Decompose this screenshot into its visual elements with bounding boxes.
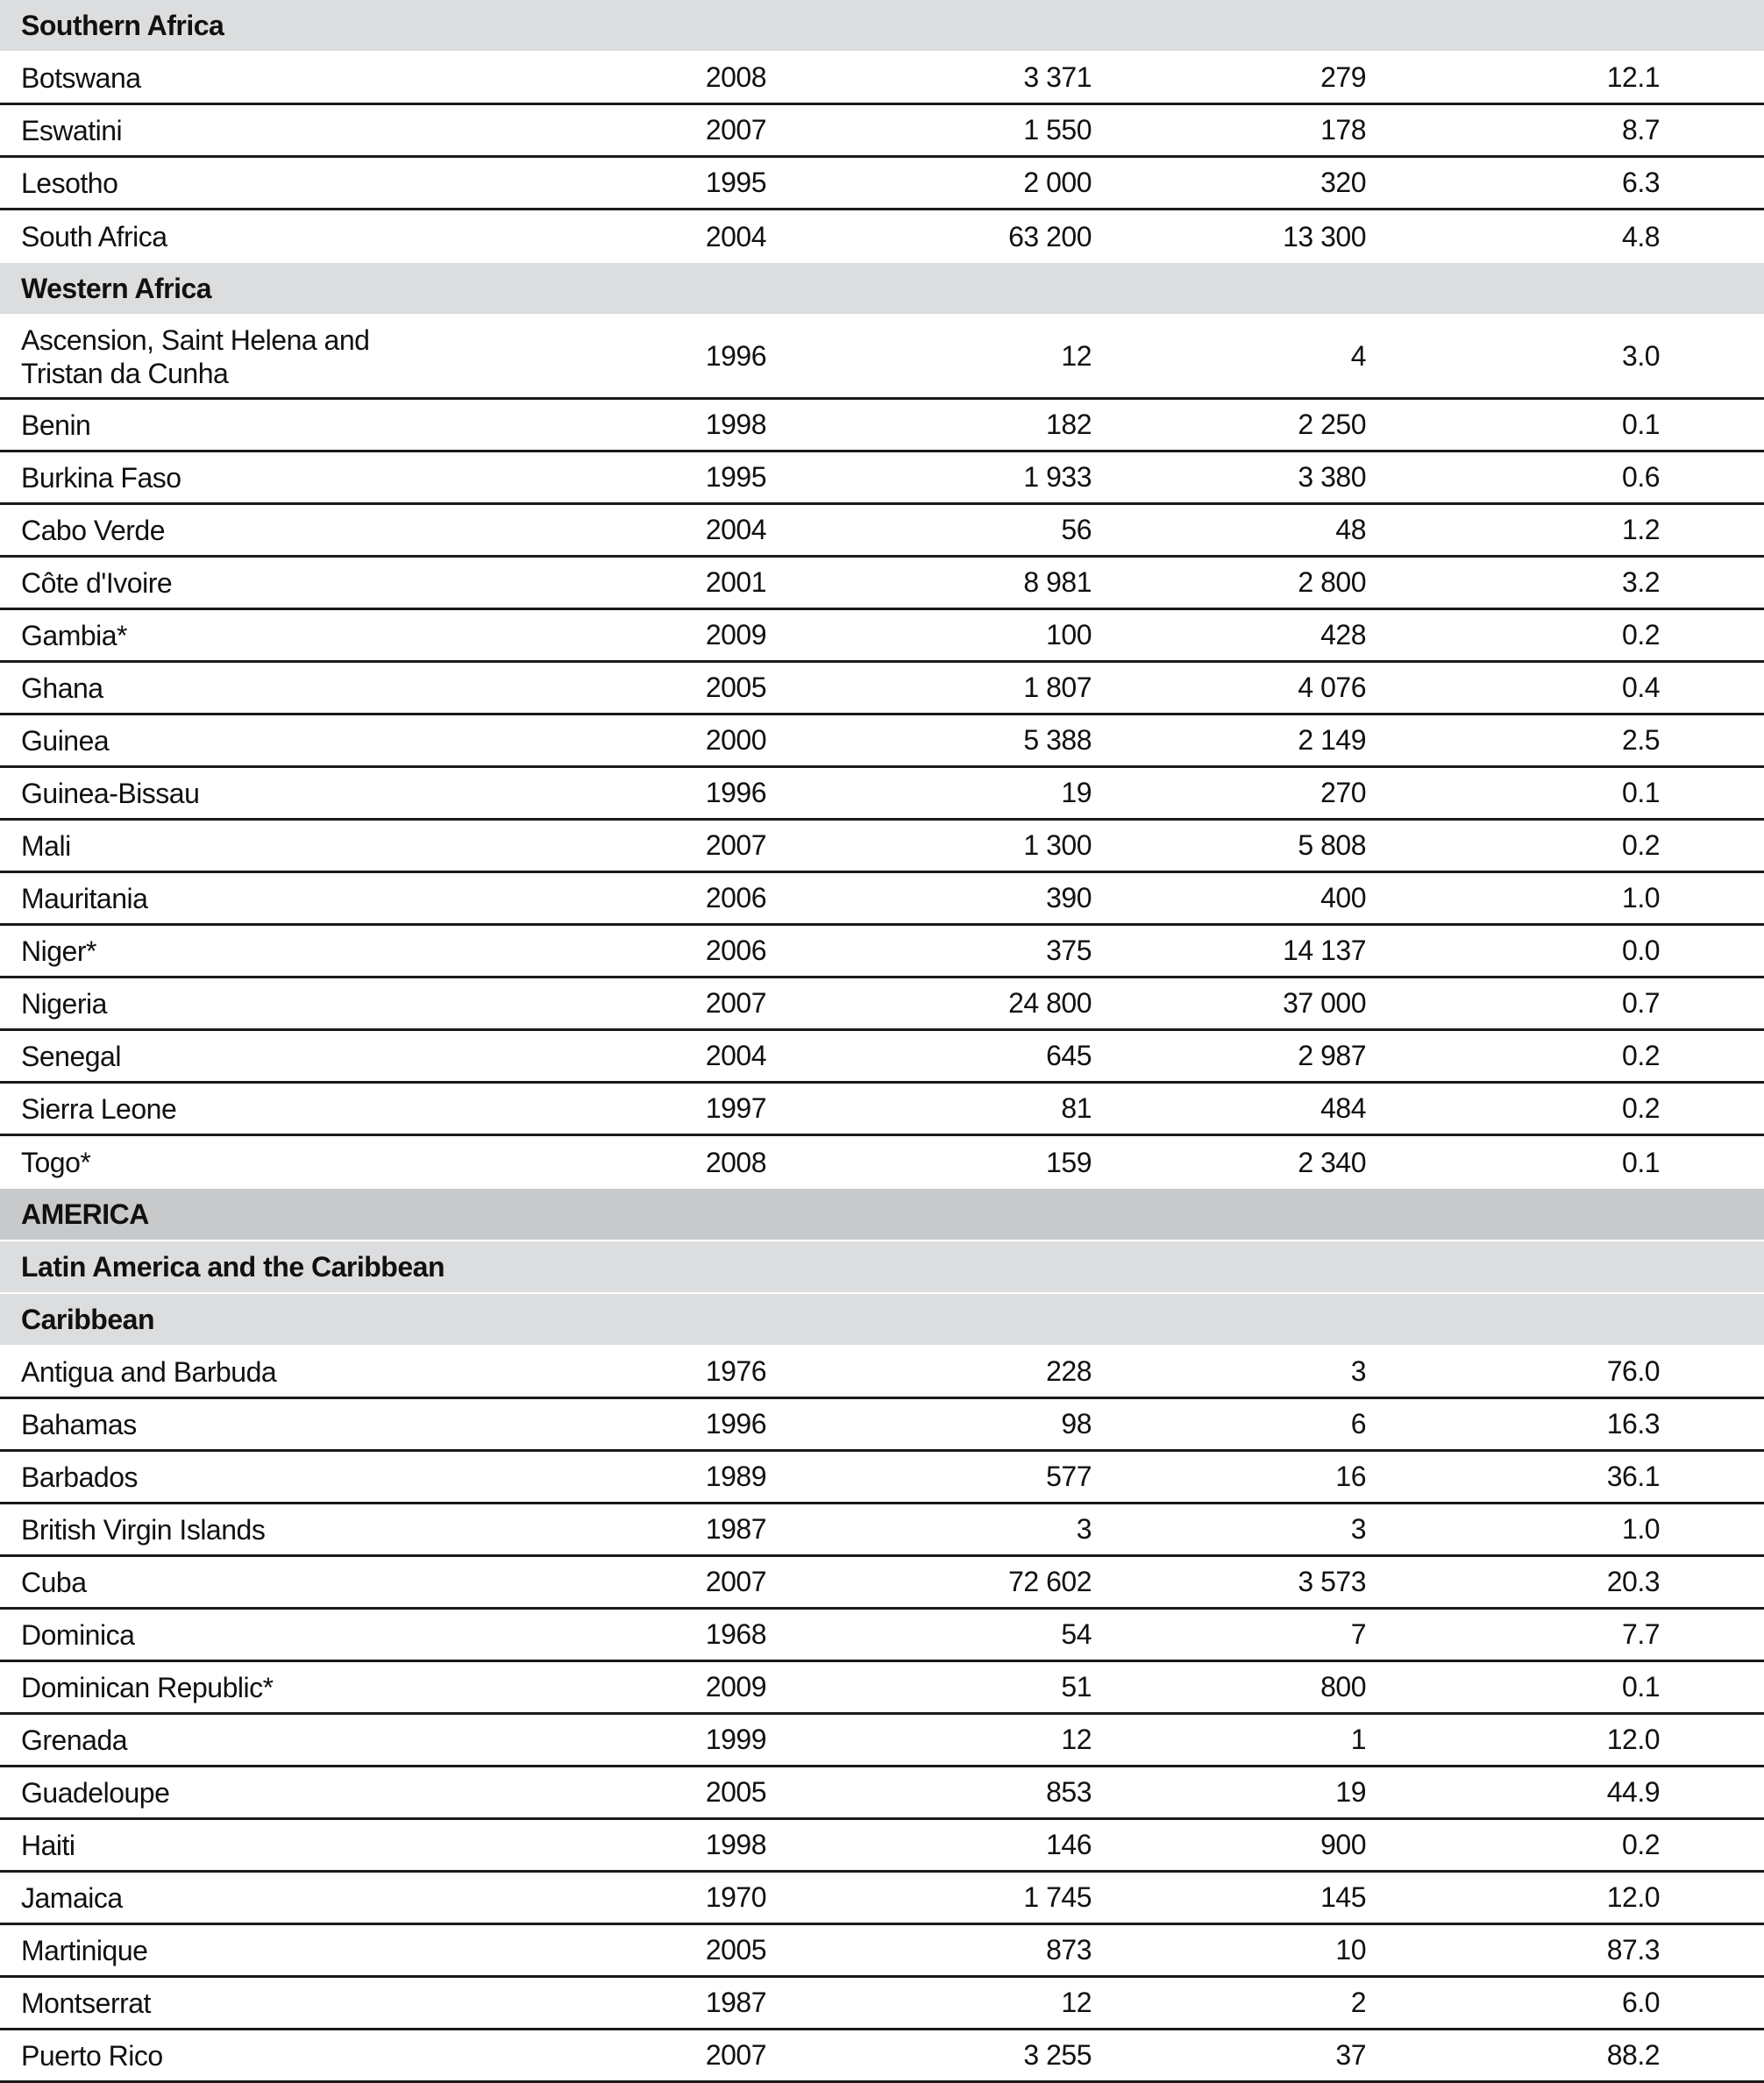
country-name: British Virgin Islands <box>21 1513 266 1546</box>
year-cell: 2007 <box>705 1566 766 1597</box>
table-row <box>0 821 1764 873</box>
value-a-cell: 390 <box>1046 882 1092 914</box>
country-name: Bahamas <box>21 1408 137 1440</box>
region-label: Western Africa <box>21 272 212 304</box>
year-cell: 1998 <box>705 409 766 440</box>
value-c-cell: 1.0 <box>1622 882 1660 914</box>
table-row <box>0 505 1764 558</box>
year-cell: 1996 <box>705 340 766 372</box>
country-name: Ghana <box>21 672 103 704</box>
country-name: Jamaica <box>21 1881 123 1914</box>
value-c-cell: 0.4 <box>1622 672 1660 703</box>
table-row <box>0 768 1764 821</box>
value-c-cell: 0.2 <box>1622 829 1660 861</box>
value-a-cell: 1 745 <box>1023 1881 1092 1913</box>
value-b-cell: 800 <box>1320 1671 1366 1703</box>
value-a-cell: 1 300 <box>1023 829 1092 861</box>
value-b-cell: 4 <box>1350 340 1366 372</box>
continent-header <box>0 1189 1764 1241</box>
value-c-cell: 0.2 <box>1622 1829 1660 1860</box>
country-name: Nigeria <box>21 987 107 1020</box>
country-name: Gambia* <box>21 619 127 651</box>
value-a-cell: 19 <box>1061 777 1092 808</box>
value-a-cell: 63 200 <box>1008 220 1092 252</box>
value-b-cell: 2 250 <box>1298 409 1366 440</box>
year-cell: 2009 <box>705 1671 766 1703</box>
value-b-cell: 3 380 <box>1298 461 1366 493</box>
region-label: Latin America and the Caribbean <box>21 1250 445 1283</box>
country-name: Grenada <box>21 1724 128 1756</box>
table-row <box>0 210 1764 263</box>
region-label: Southern Africa <box>21 9 224 41</box>
year-cell: 2009 <box>705 619 766 650</box>
value-c-cell: 2.5 <box>1622 724 1660 756</box>
value-c-cell: 0.6 <box>1622 461 1660 493</box>
year-cell: 1997 <box>705 1092 766 1124</box>
year-cell: 1987 <box>705 1513 766 1545</box>
value-b-cell: 3 <box>1350 1513 1366 1545</box>
country-name: Lesotho <box>21 167 118 199</box>
value-c-cell: 87.3 <box>1606 1934 1660 1966</box>
table-row <box>0 926 1764 978</box>
value-b-cell: 13 300 <box>1283 220 1366 252</box>
value-a-cell: 54 <box>1061 1618 1092 1650</box>
value-b-cell: 7 <box>1350 1618 1366 1650</box>
value-a-cell: 146 <box>1046 1829 1092 1860</box>
value-a-cell: 182 <box>1046 409 1092 440</box>
year-cell: 1976 <box>705 1355 766 1387</box>
value-b-cell: 2 <box>1350 1987 1366 2018</box>
table-row <box>0 1820 1764 1873</box>
value-c-cell: 20.3 <box>1606 1566 1660 1597</box>
value-a-cell: 2 000 <box>1023 167 1092 198</box>
value-a-cell: 1 550 <box>1023 114 1092 146</box>
value-c-cell: 76.0 <box>1606 1355 1660 1387</box>
value-c-cell: 0.2 <box>1622 1040 1660 1071</box>
value-b-cell: 270 <box>1320 777 1366 808</box>
value-c-cell: 0.2 <box>1622 619 1660 650</box>
table-row <box>0 1452 1764 1504</box>
value-b-cell: 19 <box>1335 1776 1366 1808</box>
year-cell: 2001 <box>705 566 766 598</box>
country-name: Guinea <box>21 724 110 757</box>
value-c-cell: 0.1 <box>1622 1146 1660 1178</box>
value-a-cell: 873 <box>1046 1934 1092 1966</box>
value-a-cell: 5 388 <box>1023 724 1092 756</box>
value-b-cell: 3 <box>1350 1355 1366 1387</box>
value-a-cell: 853 <box>1046 1776 1092 1808</box>
value-c-cell: 0.0 <box>1622 935 1660 966</box>
table-row <box>0 558 1764 610</box>
table-row <box>0 1504 1764 1557</box>
year-cell: 2008 <box>705 1146 766 1178</box>
value-a-cell: 8 981 <box>1023 566 1092 598</box>
country-name: South Africa <box>21 221 167 252</box>
value-c-cell: 3.2 <box>1622 566 1660 598</box>
country-name: Sierra Leone <box>21 1092 177 1125</box>
value-c-cell: 7.7 <box>1622 1618 1660 1650</box>
year-cell: 1995 <box>705 167 766 198</box>
continent-label: AMERICA <box>21 1198 149 1230</box>
table-row <box>0 1136 1764 1189</box>
year-cell: 2007 <box>705 987 766 1019</box>
value-c-cell: 36.1 <box>1606 1461 1660 1492</box>
year-cell: 1996 <box>705 777 766 808</box>
country-name: Guinea-Bissau <box>21 777 200 809</box>
value-c-cell: 1.2 <box>1622 514 1660 545</box>
country-name: Benin <box>21 409 91 441</box>
value-b-cell: 279 <box>1320 61 1366 93</box>
value-a-cell: 24 800 <box>1008 987 1092 1019</box>
country-name: Antigua and Barbuda <box>21 1355 277 1388</box>
country-name: Mauritania <box>21 882 148 914</box>
value-a-cell: 1 933 <box>1023 461 1092 493</box>
table-row <box>0 1610 1764 1662</box>
country-name: Burkina Faso <box>21 461 181 494</box>
year-cell: 1970 <box>705 1881 766 1913</box>
value-a-cell: 577 <box>1046 1461 1092 1492</box>
value-b-cell: 37 <box>1335 2039 1366 2071</box>
value-b-cell: 14 137 <box>1283 935 1366 966</box>
value-b-cell: 428 <box>1320 619 1366 650</box>
year-cell: 1968 <box>705 1618 766 1650</box>
table-row <box>0 1031 1764 1084</box>
region-label: Caribbean <box>21 1303 154 1335</box>
value-b-cell: 2 340 <box>1298 1146 1366 1178</box>
value-b-cell: 320 <box>1320 167 1366 198</box>
value-b-cell: 484 <box>1320 1092 1366 1124</box>
year-cell: 1995 <box>705 461 766 493</box>
table-row <box>0 452 1764 505</box>
value-a-cell: 12 <box>1061 1987 1092 2018</box>
table-row <box>0 1925 1764 1978</box>
table-row <box>0 2030 1764 2083</box>
country-name: Martinique <box>21 1934 148 1966</box>
country-name: Dominica <box>21 1618 135 1651</box>
value-b-cell: 16 <box>1335 1461 1366 1492</box>
value-b-cell: 6 <box>1350 1408 1366 1440</box>
table-row <box>0 610 1764 663</box>
table-row <box>0 1715 1764 1767</box>
table-row <box>0 1399 1764 1452</box>
country-name: Haiti <box>21 1829 75 1861</box>
value-b-cell: 3 573 <box>1298 1566 1366 1597</box>
year-cell: 1989 <box>705 1461 766 1492</box>
year-cell: 2004 <box>705 514 766 545</box>
country-name: Senegal <box>21 1040 121 1072</box>
value-a-cell: 98 <box>1061 1408 1092 1440</box>
value-b-cell: 10 <box>1335 1934 1366 1966</box>
country-name: Cuba <box>21 1566 87 1598</box>
table-row <box>0 1084 1764 1136</box>
year-cell: 1987 <box>705 1987 766 2018</box>
country-name: Puerto Rico <box>21 2039 163 2072</box>
value-a-cell: 645 <box>1046 1040 1092 1071</box>
value-c-cell: 0.1 <box>1622 1671 1660 1703</box>
country-name: Montserrat <box>21 1987 151 2019</box>
year-cell: 2005 <box>705 1776 766 1808</box>
country-name: Guadeloupe <box>21 1776 170 1809</box>
table-row <box>0 1873 1764 1925</box>
country-name: Togo* <box>21 1147 91 1178</box>
table-row <box>0 1557 1764 1610</box>
table-row <box>0 1978 1764 2030</box>
value-c-cell: 0.1 <box>1622 409 1660 440</box>
region-header <box>0 1241 1764 1294</box>
country-name: Botswana <box>21 61 141 94</box>
value-b-cell: 1 <box>1350 1724 1366 1755</box>
region-header <box>0 1294 1764 1347</box>
value-c-cell: 0.2 <box>1622 1092 1660 1124</box>
year-cell: 1999 <box>705 1724 766 1755</box>
year-cell: 2007 <box>705 829 766 861</box>
country-name: Côte d'Ivoire <box>21 566 173 599</box>
year-cell: 2005 <box>705 672 766 703</box>
value-c-cell: 88.2 <box>1606 2039 1660 2071</box>
value-a-cell: 72 602 <box>1008 1566 1092 1597</box>
table-row <box>0 715 1764 768</box>
value-b-cell: 900 <box>1320 1829 1366 1860</box>
region-header <box>0 0 1764 53</box>
value-c-cell: 12.0 <box>1606 1724 1660 1755</box>
value-b-cell: 5 808 <box>1298 829 1366 861</box>
value-b-cell: 4 076 <box>1298 672 1366 703</box>
year-cell: 1996 <box>705 1408 766 1440</box>
value-c-cell: 3.0 <box>1622 340 1660 372</box>
value-c-cell: 4.8 <box>1622 220 1660 252</box>
value-a-cell: 1 807 <box>1023 672 1092 703</box>
region-header <box>0 263 1764 316</box>
value-b-cell: 178 <box>1320 114 1366 146</box>
value-a-cell: 228 <box>1046 1355 1092 1387</box>
value-a-cell: 56 <box>1061 514 1092 545</box>
table-row <box>0 663 1764 715</box>
value-c-cell: 8.7 <box>1622 114 1660 146</box>
year-cell: 2007 <box>705 114 766 146</box>
value-c-cell: 1.0 <box>1622 1513 1660 1545</box>
year-cell: 1998 <box>705 1829 766 1860</box>
value-c-cell: 12.0 <box>1606 1881 1660 1913</box>
year-cell: 2006 <box>705 882 766 914</box>
value-a-cell: 3 255 <box>1023 2039 1092 2071</box>
year-cell: 2006 <box>705 935 766 966</box>
value-b-cell: 2 987 <box>1298 1040 1366 1071</box>
table-row <box>0 1662 1764 1715</box>
table-row <box>0 400 1764 452</box>
value-a-cell: 159 <box>1046 1146 1092 1178</box>
country-name: Ascension, Saint Helena and Tristan da Cunha <box>21 323 370 389</box>
table-row <box>0 1767 1764 1820</box>
table-row <box>0 316 1764 400</box>
table-row <box>0 105 1764 158</box>
table-row <box>0 158 1764 210</box>
value-c-cell: 16.3 <box>1606 1408 1660 1440</box>
value-c-cell: 6.0 <box>1622 1987 1660 2018</box>
year-cell: 2004 <box>705 1040 766 1071</box>
value-b-cell: 37 000 <box>1283 987 1366 1019</box>
value-a-cell: 12 <box>1061 1724 1092 1755</box>
value-a-cell: 3 371 <box>1023 61 1092 93</box>
value-c-cell: 0.7 <box>1622 987 1660 1019</box>
value-a-cell: 81 <box>1061 1092 1092 1124</box>
value-a-cell: 51 <box>1061 1671 1092 1703</box>
value-b-cell: 2 149 <box>1298 724 1366 756</box>
country-name: Eswatini <box>21 114 123 146</box>
table-row <box>0 53 1764 105</box>
value-c-cell: 6.3 <box>1622 167 1660 198</box>
country-name: Niger* <box>21 935 96 967</box>
table-row <box>0 978 1764 1031</box>
value-a-cell: 3 <box>1076 1513 1092 1545</box>
value-a-cell: 100 <box>1046 619 1092 650</box>
value-b-cell: 48 <box>1335 514 1366 545</box>
table-row <box>0 1347 1764 1399</box>
year-cell: 2000 <box>705 724 766 756</box>
country-name: Mali <box>21 829 71 862</box>
year-cell: 2007 <box>705 2039 766 2071</box>
value-a-cell: 375 <box>1046 935 1092 966</box>
country-name: Barbados <box>21 1461 138 1493</box>
country-name: Dominican Republic* <box>21 1671 274 1703</box>
table-row <box>0 873 1764 926</box>
value-c-cell: 44.9 <box>1606 1776 1660 1808</box>
year-cell: 2005 <box>705 1934 766 1966</box>
year-cell: 2008 <box>705 61 766 93</box>
value-c-cell: 0.1 <box>1622 777 1660 808</box>
country-name: Cabo Verde <box>21 514 166 546</box>
value-c-cell: 12.1 <box>1606 61 1660 93</box>
value-b-cell: 2 800 <box>1298 566 1366 598</box>
year-cell: 2004 <box>705 220 766 252</box>
value-b-cell: 400 <box>1320 882 1366 914</box>
value-b-cell: 145 <box>1320 1881 1366 1913</box>
value-a-cell: 12 <box>1061 340 1092 372</box>
